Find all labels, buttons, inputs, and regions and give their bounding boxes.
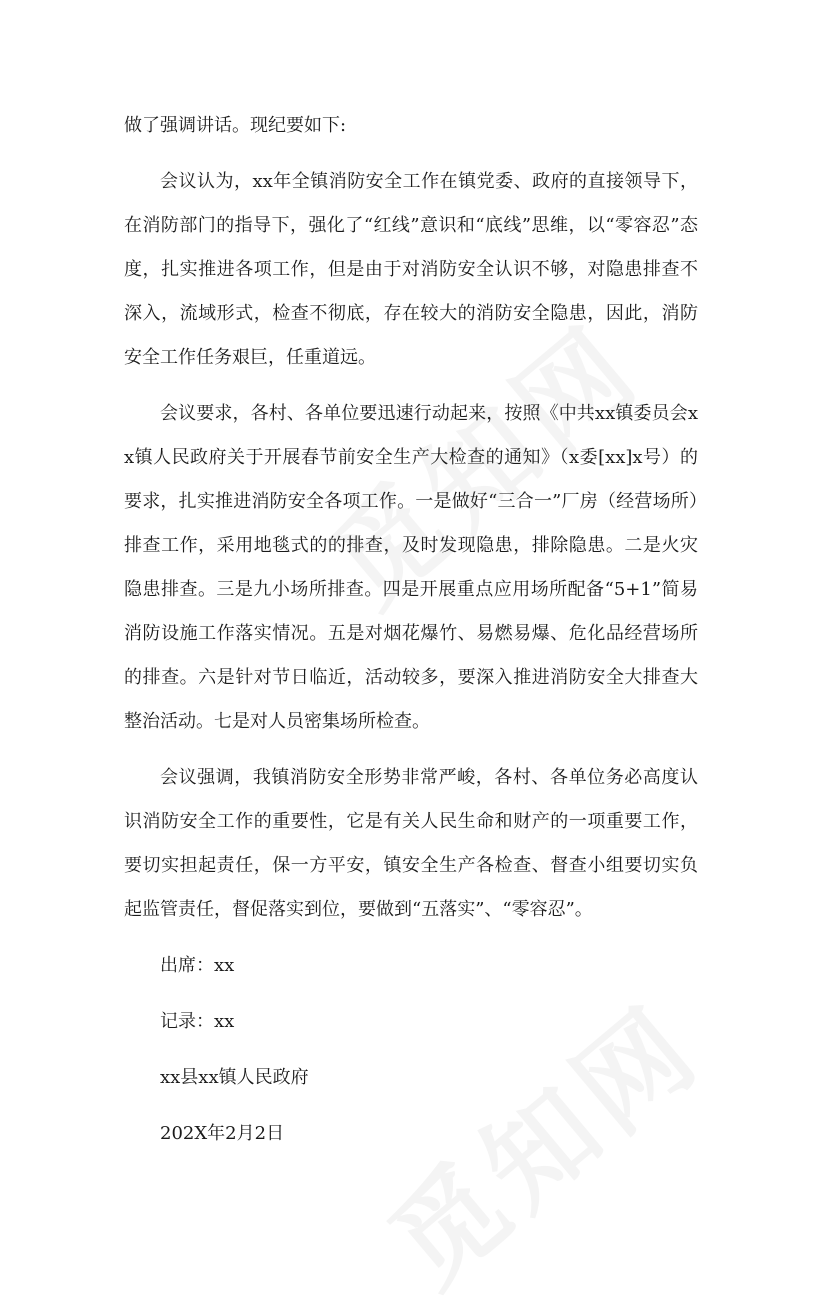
intro-line: 做了强调讲话。现纪要如下: [124, 115, 347, 136]
paragraph-requirements: 会议要求，各村、各单位要迅速行动起来，按照《中共xx镇委员会xx镇人民政府关于开展春节前安全生产大检查的通知》（x委[xx]x号）的要求，扎实推进消防安全各项工作。一是做好“三合一”厂房（经营场所）排查工作，采用地毯式的的排查，及时发现隐患，排除隐患。二是火灾隐患排查。三是九小场所排查。四是开展重点应用场所配备“5+1”简易消防设施工作落实情况。五是对烟花爆竹、易燃易爆、危化品经营场所的排查。六是针对节日临近，活动较多，要深入推进消防安全大排查大整治活动。七是对人员密集场所检查。 [124, 403, 698, 732]
paragraph-emphasis: 会议强调，我镇消防安全形势非常严峻，各村、各单位务必高度认识消防安全工作的重要性，它是有关人民生命和财产的一项重要工作，要切实担起责任，保一方平安，镇安全生产各检查、督查小组要切实负起监管责任，督促落实到位，要做到“五落实”、“零容忍”。 [124, 767, 698, 920]
organization-line: xx县xx镇人民政府 [160, 1067, 309, 1088]
paragraph-conclusion: 会议认为，xx年全镇消防安全工作在镇党委、政府的直接领导下，在消防部门的指导下，强化了“红线”意识和“底线”思维，以“零容忍”态度，扎实推进各项工作，但是由于对消防安全认识不够，对隐患排查不深入，流域形式，检查不彻底，存在较大的消防安全隐患，因此，消防安全工作任务艰巨，任重道远。 [124, 171, 698, 368]
recorder-line: 记录：xx [160, 1011, 235, 1032]
attendance-line: 出席：xx [160, 955, 235, 976]
document-body [124, 104, 698, 1156]
date-line: 202X年2月2日 [160, 1123, 285, 1144]
